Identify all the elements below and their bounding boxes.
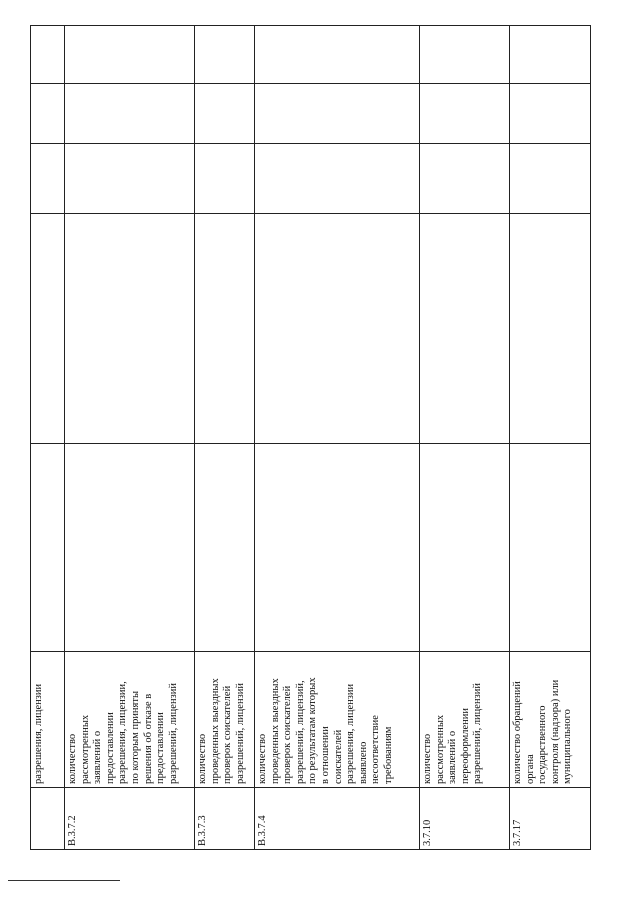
rotated-page [30, 26, 590, 850]
table-cell [195, 84, 255, 144]
table-cell [420, 144, 510, 214]
table-cell [255, 26, 420, 84]
table-row [510, 26, 591, 850]
table-cell [510, 84, 591, 144]
table-cell [510, 26, 591, 84]
row-code: В.3.7.3 [195, 788, 255, 850]
table-cell [65, 84, 195, 144]
row-description: разрешения, лицензии [31, 652, 65, 788]
table-cell [420, 84, 510, 144]
table-cell [65, 144, 195, 214]
data-table [30, 25, 591, 850]
table-cell [510, 214, 591, 444]
table-cell [65, 214, 195, 444]
table-cell [31, 214, 65, 444]
row-code: В.3.7.2 [65, 788, 195, 850]
table-cell [255, 444, 420, 652]
table-cell [65, 26, 195, 84]
table-cell [31, 26, 65, 84]
row-description: количество обращений органа государственного контроля (надзора) или муниципального [510, 652, 591, 788]
table-cell [65, 444, 195, 652]
table-row [255, 26, 420, 850]
row-description: количество проведенных выездных проверок соискателей разрешений, лицензий, по результатам которых в отношении соискателей разрешения, лицензии выявлено несоответствие требованиям [255, 652, 420, 788]
table-row [420, 26, 510, 850]
table-cell [31, 144, 65, 214]
table-cell [195, 26, 255, 84]
table-cell [510, 144, 591, 214]
row-code: В.3.7.4 [255, 788, 420, 850]
row-code: 3.7.10 [420, 788, 510, 850]
table-cell [255, 214, 420, 444]
table-cell [195, 214, 255, 444]
footnote-rule [8, 880, 120, 881]
table-cell [420, 214, 510, 444]
table-cell [255, 84, 420, 144]
row-code: 3.7.17 [510, 788, 591, 850]
table-row [31, 26, 65, 850]
table-cell [255, 144, 420, 214]
row-description: количество проведенных выездных проверок соискателей разрешений, лицензий [195, 652, 255, 788]
table-cell [510, 444, 591, 652]
table-cell [420, 26, 510, 84]
row-description: количество рассмотренных заявлений о переоформлении разрешений, лицензий [420, 652, 510, 788]
table-cell [420, 444, 510, 652]
table-cell [195, 144, 255, 214]
table-row [65, 26, 195, 850]
table-cell [31, 84, 65, 144]
row-code [31, 788, 65, 850]
row-description: количество рассмотренных заявлений о предоставлении разрешения, лицензии, по которым приняты решения об отказе в предоставлении разрешений, лицензий [65, 652, 195, 788]
table-cell [31, 444, 65, 652]
table-cell [195, 444, 255, 652]
table-row [195, 26, 255, 850]
